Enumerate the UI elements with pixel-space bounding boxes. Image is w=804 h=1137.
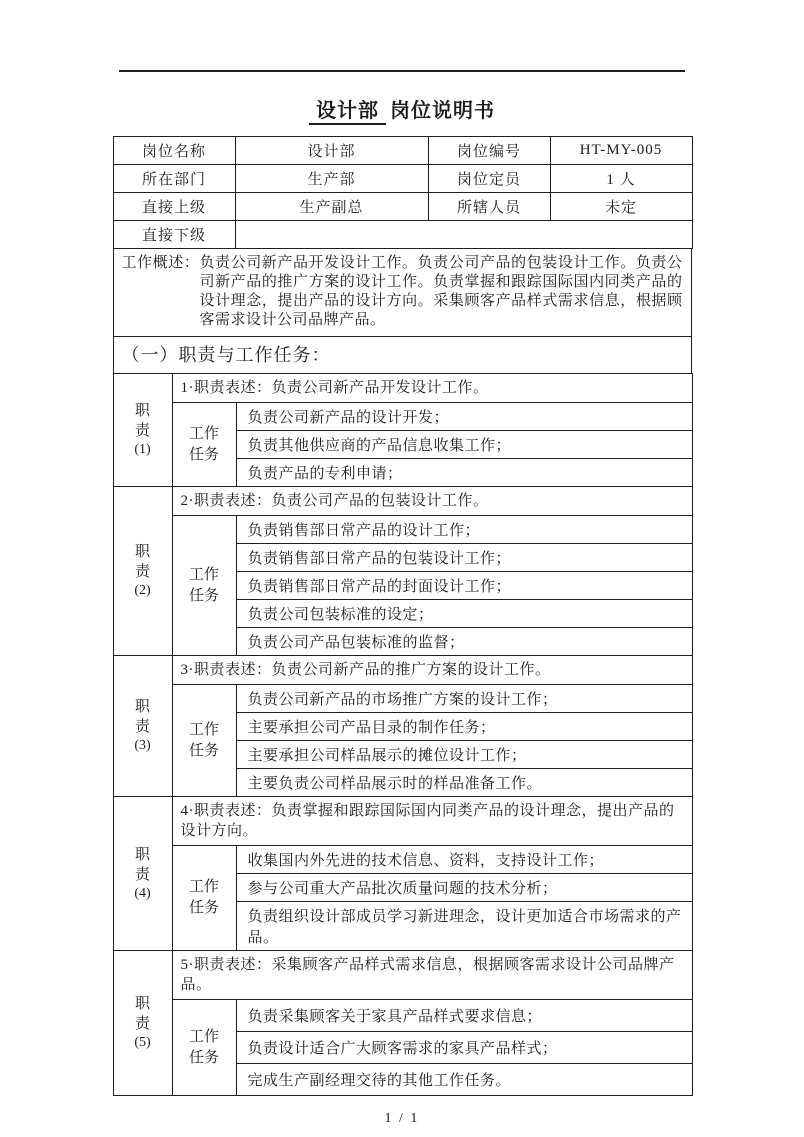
duty-4-task-2: 参与公司重大产品批次质量问题的技术分析； xyxy=(236,874,692,902)
duty-3-task-1: 负责公司新产品的市场推广方案的设计工作； xyxy=(236,685,692,713)
info-value-headcount: 1 人 xyxy=(550,165,692,193)
duty-4-statement-row xyxy=(113,797,692,846)
info-row-superior xyxy=(113,193,692,221)
duty-block-4 xyxy=(113,796,693,951)
page-number: 1 / 1 xyxy=(384,1111,420,1126)
info-label-direct-subordinate: 直接下级 xyxy=(113,221,235,249)
duty-5-task-2: 负责设计适合广大顾客需求的家具产品样式； xyxy=(236,1032,692,1064)
job-overview xyxy=(113,249,692,337)
duty-5-role-cell xyxy=(113,951,172,1096)
duty-5-task-label-cell xyxy=(172,1000,236,1096)
duty-4-task-3: 负责组织设计部成员学习新进理念，设计更加适合市场需求的产品。 xyxy=(236,902,692,951)
duty-2-task-row xyxy=(113,516,692,544)
info-label-subordinate-staff: 所辖人员 xyxy=(428,193,550,221)
duty-1-task-1: 负责公司新产品的设计开发； xyxy=(236,403,692,431)
duty-5-statement: 5·职责表述：采集顾客产品样式需求信息，根据顾客需求设计公司品牌产品。 xyxy=(172,951,692,1000)
duty-1-task-2: 负责其他供应商的产品信息收集工作； xyxy=(236,431,692,459)
task-label: 工作任务 xyxy=(188,566,219,604)
duty-block-1 xyxy=(113,373,693,487)
header-rule xyxy=(119,70,685,72)
title-department: 设计部 xyxy=(309,100,386,125)
duty-1-number: (1) xyxy=(134,442,151,457)
duty-2-statement: 2·职责表述：负责公司产品的包装设计工作。 xyxy=(172,487,692,516)
duty-4-role-cell xyxy=(113,797,172,951)
duty-label: 职责 xyxy=(134,846,150,883)
duty-4-statement: 4·职责表述：负责掌握和跟踪国际国内同类产品的设计理念，提出产品的设计方向。 xyxy=(172,797,692,846)
duty-2-task-2: 负责销售部日常产品的包装设计工作； xyxy=(236,544,692,572)
duty-1-task-label-cell xyxy=(172,403,236,487)
duty-2-task-4: 负责公司包装标准的设定； xyxy=(236,600,692,628)
duty-4-task-row xyxy=(113,846,692,874)
duty-block-3 xyxy=(113,655,693,797)
info-label-department: 所在部门 xyxy=(113,165,235,193)
duty-2-task-5: 负责公司产品包装标准的监督； xyxy=(236,628,692,656)
task-label: 工作任务 xyxy=(188,425,219,463)
duty-3-task-3: 主要承担公司样品展示的摊位设计工作； xyxy=(236,741,692,769)
page-title xyxy=(0,98,804,124)
duty-2-task-1: 负责销售部日常产品的设计工作； xyxy=(236,516,692,544)
info-table xyxy=(113,136,693,249)
task-label: 工作任务 xyxy=(188,721,219,759)
info-label-position-name: 岗位名称 xyxy=(113,137,235,165)
info-row-position xyxy=(113,137,692,165)
info-label-position-code: 岗位编号 xyxy=(428,137,550,165)
info-label-superior: 直接上级 xyxy=(113,193,235,221)
duty-5-statement-row xyxy=(113,951,692,1000)
duty-1-statement: 1·职责表述：负责公司新产品开发设计工作。 xyxy=(172,374,692,403)
job-overview-label: 工作概述： xyxy=(121,255,200,271)
info-value-position-code: HT-MY-005 xyxy=(550,137,692,165)
info-value-direct-subordinate xyxy=(235,221,692,249)
info-value-department: 生产部 xyxy=(235,165,428,193)
job-overview-text: 负责公司新产品开发设计工作。负责公司产品的包装设计工作。负责公司新产品的推广方案的设计工作。负责掌握和跟踪国际国内同类产品的设计理念，提出产品的设计方向。采集顾客产品样式需求信息，根据顾客需求设计公司品牌产品。 xyxy=(199,255,683,328)
duty-4-task-1: 收集国内外先进的技术信息、资料，支持设计工作； xyxy=(236,846,692,874)
duty-2-task-3: 负责销售部日常产品的封面设计工作； xyxy=(236,572,692,600)
duty-3-task-label-cell xyxy=(172,685,236,797)
duty-1-statement-row xyxy=(113,374,692,403)
duty-4-number: (4) xyxy=(134,885,151,901)
duty-2-task-label-cell xyxy=(172,516,236,656)
section-heading: （一）职责与工作任务： xyxy=(121,345,331,365)
task-label: 工作任务 xyxy=(188,1028,219,1066)
duty-5-task-3: 完成生产副经理交待的其他工作任务。 xyxy=(236,1064,692,1096)
document-sheet xyxy=(113,136,692,1096)
duty-5-task-row xyxy=(113,1000,692,1032)
info-row-direct-subordinate xyxy=(113,221,692,249)
document-page xyxy=(0,70,804,1137)
duty-3-task-2: 主要承担公司产品目录的制作任务； xyxy=(236,713,692,741)
duty-label: 职责 xyxy=(134,996,150,1032)
duty-3-task-row xyxy=(113,685,692,713)
duty-2-role-cell xyxy=(113,487,172,656)
task-label: 工作任务 xyxy=(188,879,219,916)
info-label-headcount: 岗位定员 xyxy=(428,165,550,193)
duty-4-task-label-cell xyxy=(172,846,236,951)
duty-block-5 xyxy=(113,950,693,1096)
duty-2-number: (2) xyxy=(134,583,151,598)
job-overview-paragraph xyxy=(122,254,683,330)
section-heading-box xyxy=(113,337,692,374)
duty-3-role-cell xyxy=(113,656,172,797)
info-value-superior: 生产副总 xyxy=(235,193,428,221)
duty-label: 职责 xyxy=(134,699,150,735)
info-value-subordinate-staff: 未定 xyxy=(550,193,692,221)
duty-3-number: (3) xyxy=(134,738,151,753)
duty-3-task-4: 主要负责公司样品展示时的样品准备工作。 xyxy=(236,769,692,797)
duty-5-task-1: 负责采集顾客关于家具产品样式要求信息； xyxy=(236,1000,692,1032)
duty-3-statement: 3·职责表述：负责公司新产品的推广方案的设计工作。 xyxy=(172,656,692,685)
duty-2-statement-row xyxy=(113,487,692,516)
duty-1-role-cell xyxy=(113,374,172,487)
info-value-position-name: 设计部 xyxy=(235,137,428,165)
duty-3-statement-row xyxy=(113,656,692,685)
duty-1-task-row xyxy=(113,403,692,431)
duty-label: 职责 xyxy=(134,403,150,439)
duty-5-number: (5) xyxy=(134,1035,151,1050)
info-row-department xyxy=(113,165,692,193)
duty-label: 职责 xyxy=(134,544,150,580)
duty-1-task-3: 负责产品的专利申请； xyxy=(236,459,692,487)
duty-block-2 xyxy=(113,486,693,656)
title-doc-type: 岗位说明书 xyxy=(390,100,495,122)
